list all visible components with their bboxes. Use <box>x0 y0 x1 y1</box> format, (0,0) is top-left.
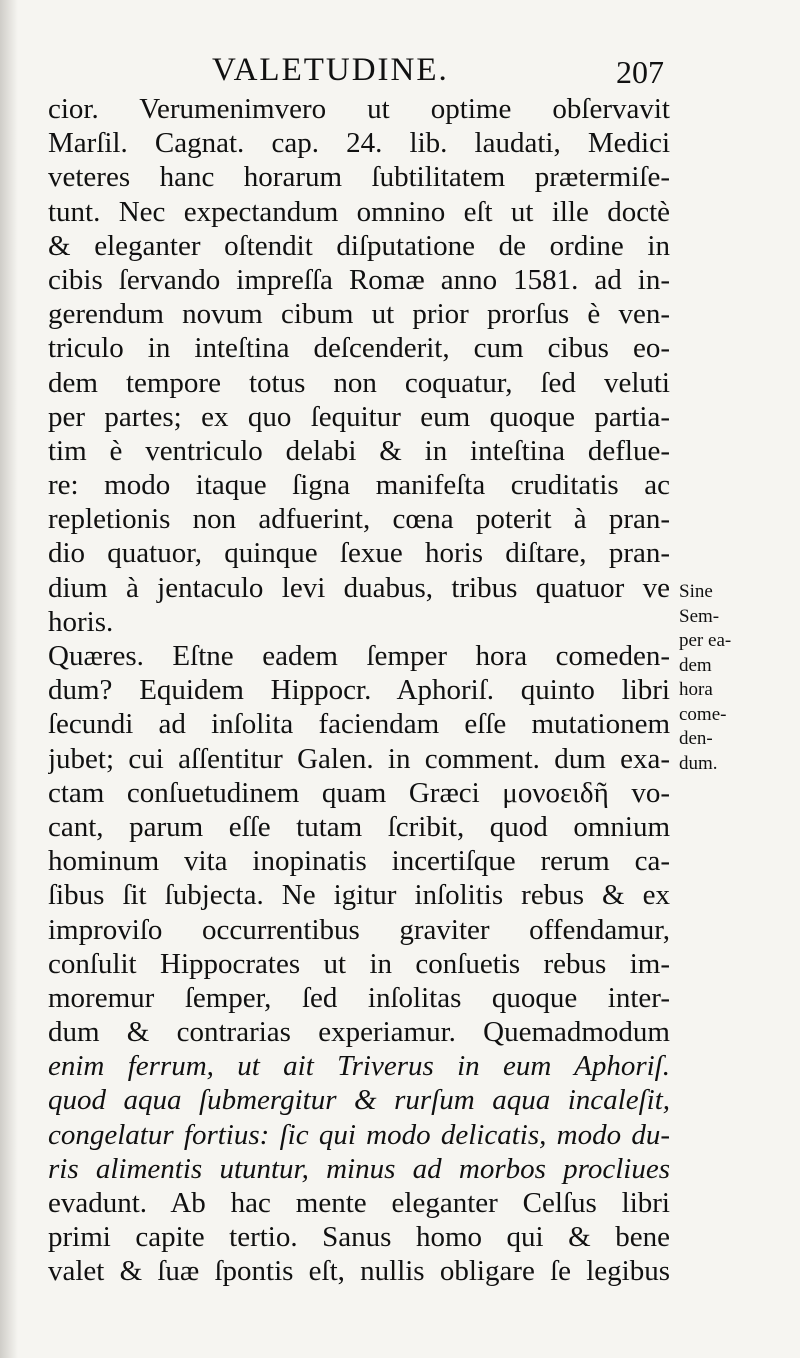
text-line: cior. Verumenimvero ut optime obſervavit <box>48 93 670 125</box>
text-line: horis. <box>48 605 114 638</box>
text-line: dem tempore totus non coquatur, ſed veluti <box>48 366 670 399</box>
text-line: triculo in inteſtina deſcenderit, cum cibus eo- <box>48 332 670 365</box>
text-line: jubet; cui aſſentitur Galen. in comment. dum exa- <box>48 742 670 775</box>
text-line: improviſo occurrentibus graviter offendamur, <box>48 913 670 946</box>
text-line: primi capite tertio. Sanus homo qui & bene <box>48 1221 670 1254</box>
text-line: veteres hanc horarum ſubtilitatem prætermiſe- <box>48 161 670 194</box>
text-line: ſecundi ad inſolita faciendam eſſe mutationem <box>48 708 670 741</box>
text-line: repletionis non adfuerint, cœna poterit à pran- <box>48 503 670 536</box>
text-line: cibis ſervando impreſſa Romæ anno 1581. ad in- <box>48 263 670 296</box>
text-line: enim ferrum, ut ait Triverus in eum Aphoriſ. <box>48 1050 670 1083</box>
text-line: ris alimentis utuntur, minus ad morbos procliues <box>48 1152 670 1185</box>
margin-note-line: hora <box>679 679 713 700</box>
margin-note-line: per ea- <box>679 630 732 651</box>
body-text <box>48 92 670 1289</box>
text-line: quod aqua ſubmergitur & rurſum aqua incaleſit, <box>48 1084 670 1117</box>
text-line: Quæres. Eſtne eadem ſemper hora comeden- <box>48 640 670 672</box>
text-line: dum & contrarias experiamur. Quemadmodum <box>48 1016 670 1049</box>
page-header <box>0 52 800 92</box>
text-line: & eleganter oſtendit diſputatione de ordine in <box>48 229 670 262</box>
margin-note-line: Sem- <box>679 605 720 627</box>
text-line: gerendum novum cibum ut prior prorſus è ven- <box>48 298 670 331</box>
page-number: 207 <box>616 54 664 90</box>
margin-note-line: dum. <box>679 752 718 774</box>
margin-note-line: den- <box>679 728 713 749</box>
text-line: evadunt. Ab hac mente eleganter Celſus libri <box>48 1187 670 1219</box>
margin-note-line: come- <box>679 703 727 725</box>
text-line: tunt. Nec expectandum omnino eſt ut ille doctè <box>48 195 670 228</box>
gutter-shadow <box>0 0 18 1358</box>
running-head: VALETUDINE. <box>212 52 449 88</box>
text-line: congelatur fortius: ſic qui modo delicatis, modo du- <box>48 1118 670 1151</box>
text-line: conſulit Hippocrates ut in conſuetis rebus im- <box>48 947 670 980</box>
text-line: valet & ſuæ ſpontis eſt, nullis obligare ſe legibus <box>48 1255 670 1288</box>
text-line: cant, parum eſſe tutam ſcribit, quod omnium <box>48 810 670 843</box>
text-line: dium à jentaculo levi duabus, tribus quatuor ve <box>48 571 670 604</box>
text-line: Marſil. Cagnat. cap. 24. lib. laudati, Medici <box>48 127 670 160</box>
margin-note-line: Sine <box>679 581 713 602</box>
text-line: ctam conſuetudinem quam Græci μονοειδῆ vo- <box>48 776 670 809</box>
text-line: dum? Equidem Hippocr. Aphoriſ. quinto libri <box>48 674 670 707</box>
text-line: dio quatuor, quinque ſexue horis diſtare, pran- <box>48 537 670 570</box>
margin-note <box>679 580 769 776</box>
text-line: moremur ſemper, ſed inſolitas quoque inter- <box>48 981 670 1014</box>
text-line: re: modo itaque ſigna manifeſta cruditatis ac <box>48 469 670 502</box>
margin-note-line: dem <box>679 654 712 676</box>
text-line: per partes; ex quo ſequitur eum quoque partia- <box>48 400 670 433</box>
text-line: hominum vita inopinatis incertiſque rerum ca- <box>48 845 670 878</box>
text-line: tim è ventriculo delabi & in inteſtina deflue- <box>48 434 670 467</box>
text-line: ſibus ſit ſubjecta. Ne igitur inſolitis rebus & ex <box>48 879 670 912</box>
